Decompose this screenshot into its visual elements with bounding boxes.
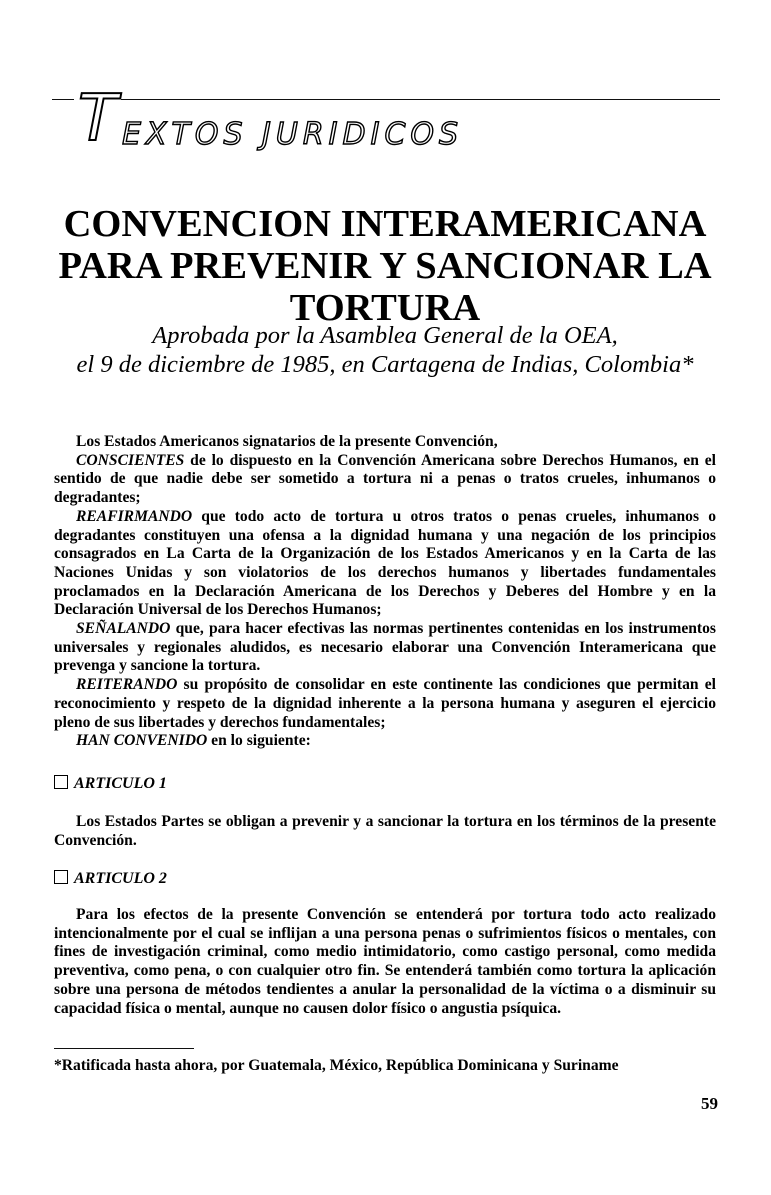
preamble-paragraph [54,508,716,620]
preamble-paragraph [54,732,716,751]
article-2-heading [54,869,167,889]
article-2-body [54,906,716,1018]
paragraph-text: que, para hacer efectivas las normas pertinentes contenidas en los instrumentos universales y regionales aludidos, es necesario elaborar una Convención Interamericana que prevenga y sancione la tortura. [54,620,716,675]
checkbox-square-icon [54,870,68,884]
paragraph-lead: REAFIRMANDO [76,507,193,525]
article-1-body [54,813,716,850]
paragraph-lead: REITERANDO [76,676,178,694]
section-header-text: EXTOS JURIDICOS [122,117,464,152]
paragraph-lead: SEÑALANDO [76,620,171,638]
subtitle-line-1: Aprobada por la Asamblea General de la OEA, [152,322,618,349]
preamble [54,433,716,751]
title-line-2: PARA PREVENIR Y SANCIONAR LA [58,245,712,287]
article-heading-text: ARTICULO 2 [74,870,167,887]
preamble-paragraph [54,452,716,508]
page-number: 59 [701,1094,718,1113]
article-heading-text: ARTICULO 1 [74,775,167,792]
document-title [40,203,730,329]
preamble-paragraph [54,620,716,676]
title-line-1: CONVENCION INTERAMERICANA [63,203,707,245]
article-text: Para los efectos de la presente Convención se entenderá por tortura todo acto realizado intencionalmente por el cual se inflijan a una persona penas o sufrimientos físicos o mentales, con fines de investigación criminal, como medio intimidatorio, como castigo personal, como medida preventiva, como pena, o con cualquier otro fin. Se entenderá también como tortura la aplicación sobre una persona de métodos tendientes a anular la personalidad de la víctima o a disminuir su capacidad física o mental, aunque no causen dolor físico o angustia psíquica. [54,906,716,1017]
article-text: Los Estados Partes se obligan a prevenir y a sancionar la tortura en los términos de la presente Convención. [54,813,716,849]
subtitle-line-2: el 9 de diciembre de 1985, en Cartagena de Indias, Colombia* [76,351,694,378]
paragraph-text: su propósito de consolidar en este continente las condiciones que permitan el reconocimiento y respeto de la dignidad inherente a la persona humana y aseguren el ejercicio pleno de sus libertades y derechos fundamentales; [54,676,716,731]
article-1-heading [54,774,167,794]
section-header [74,82,494,156]
paragraph-text: que todo acto de tortura u otros tratos o penas crueles, inhumanos o degradantes constituyen una ofensa a la dignidad humana y una negación de los principios consagrados en La Carta de la Organización de los Estados Americanos y en la Carta de las Naciones Unidas y son violatorios de los derechos humanos y libertades fundamentales proclamados en la Declaración Americana de los Derechos y Deberes del Hombre y en la Declaración Universal de los Derechos Humanos; [54,507,716,619]
preamble-paragraph [54,676,716,732]
paragraph-lead: HAN CONVENIDO [76,732,208,750]
preamble-intro: Los Estados Americanos signatarios de la presente Convención, [76,433,498,450]
document-subtitle [40,321,730,379]
section-header-initial: T [74,88,121,150]
footnote: *Ratificada hasta ahora, por Guatemala, México, República Dominicana y Suriname [54,1057,619,1074]
footnote-rule [54,1048,194,1049]
paragraph-text: de lo dispuesto en la Convención Americana sobre Derechos Humanos, en el sentido de que nadie debe ser sometido a tortura ni a penas o tratos crueles, inhumanos o degradantes; [54,451,716,507]
checkbox-square-icon [54,775,68,789]
paragraph-lead: CONSCIENTES [76,451,185,469]
paragraph-text: en lo siguiente: [207,732,311,750]
title-line-3: TORTURA [289,287,481,329]
